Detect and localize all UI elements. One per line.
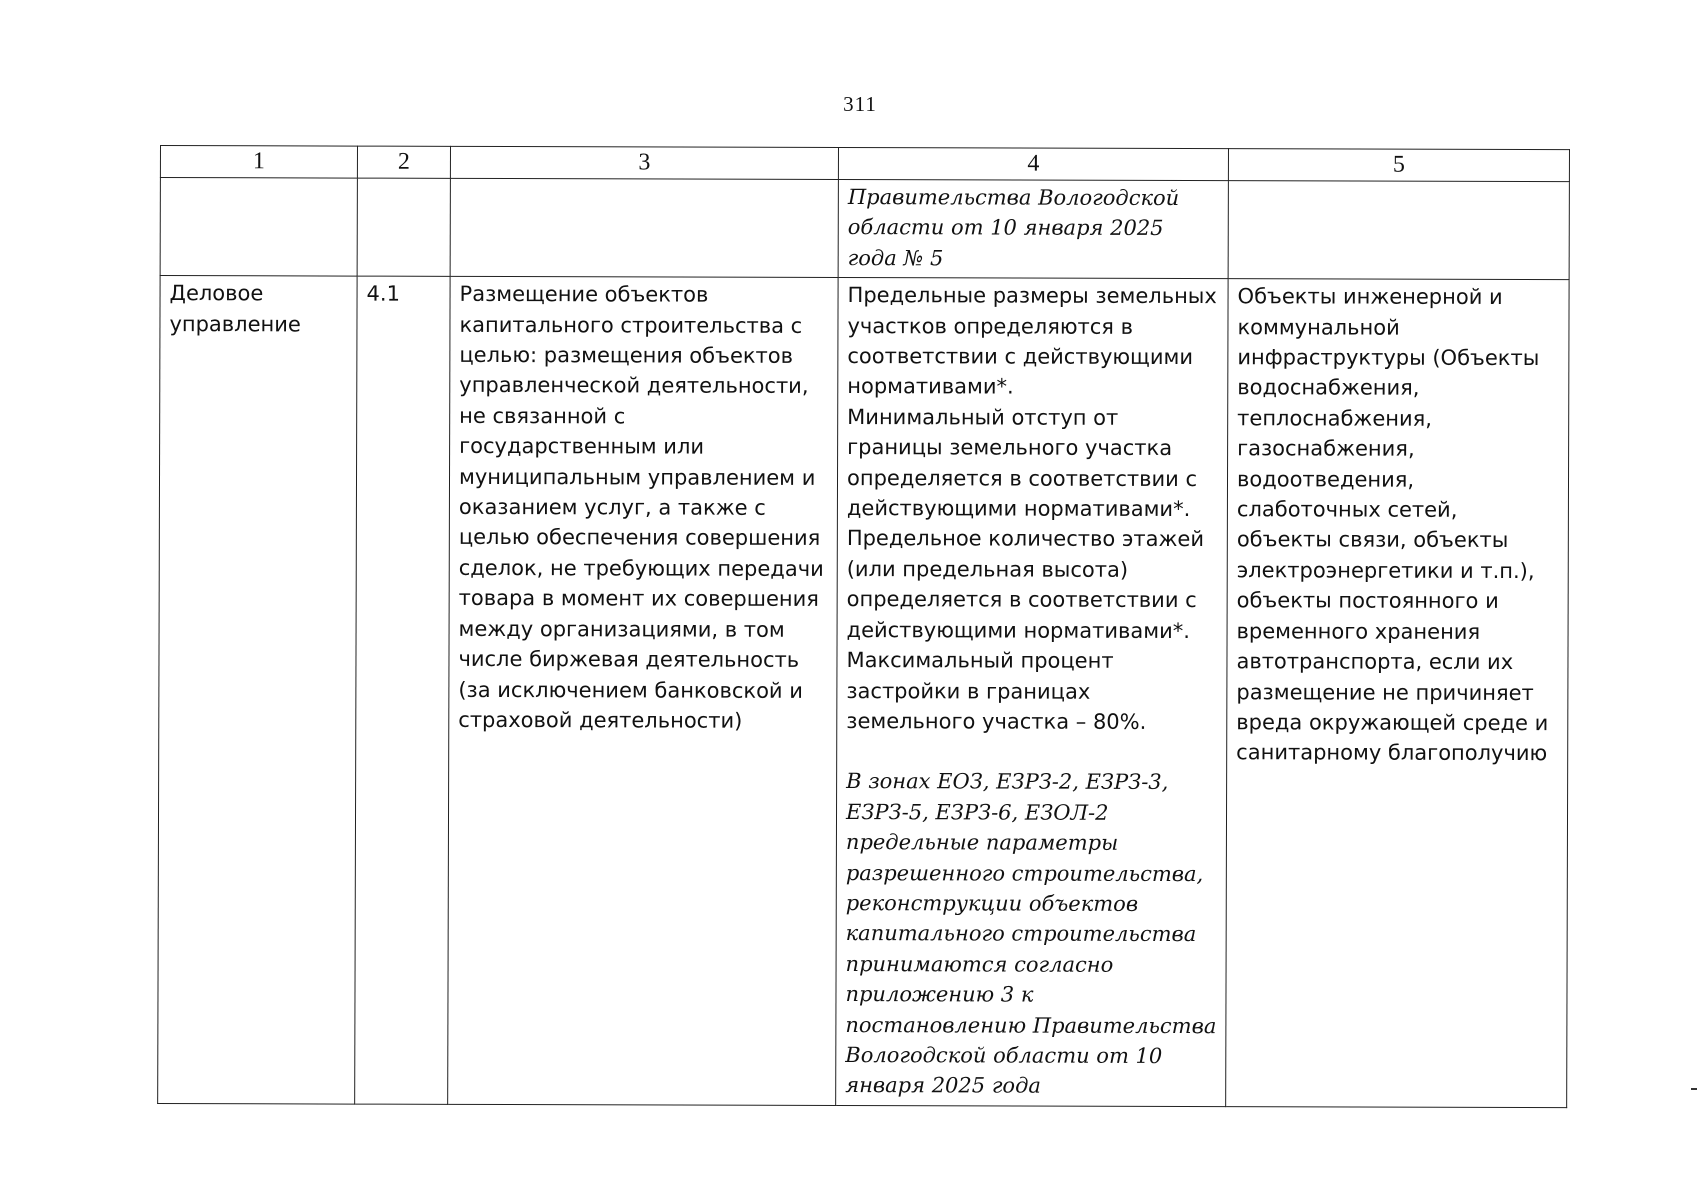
parameter-plot-size: Предельные размеры земельных участков определяются в соответствии с действующими нормативами*. (847, 283, 1217, 399)
paragraph-spacer (846, 736, 1217, 767)
auxiliary-uses: Объекты инженерной и коммунальной инфраструктуры (Объекты водоснабжения, теплоснабжения, газоснабжения, водоотведения, слаботочных сетей, объекты связи, объекты электроэнергетики и т.п.), объекты постоянного и временного хранения автотранспорта, если их размещение не причиняет вреда окружающей среде и санитарному благополучию (1236, 284, 1549, 766)
land-use-table (157, 145, 1570, 1108)
column-header-4: 4 (838, 148, 1228, 181)
edge-mark (1691, 1088, 1697, 1090)
zone-restrictions-text: В зонах ЕОЗ, ЕЗРЗ-2, ЕЗРЗ-3, ЕЗРЗ-5, ЕЗРЗ-6, ЕЗОЛ-2 предельные параметры разрешенного строительства, реконструкции объектов капитального строительства принимаются согласно приложению 3 к постановлению Правительства Вологодской области от 10 января 2025 года (845, 769, 1217, 1098)
continuation-cell-1 (160, 178, 357, 277)
continuation-row (160, 178, 1569, 280)
column-header-3: 3 (450, 146, 838, 179)
continuation-cell-2 (357, 178, 450, 276)
column-header-1: 1 (160, 146, 357, 179)
use-type-code-cell (355, 276, 450, 1104)
parameter-min-setback: Минимальный отступ от границы земельного участка определяется в соответствии с действующими нормативами*. (846, 404, 1198, 522)
use-description: Размещение объектов капитального строительства с целью: размещения объектов управленческой деятельности, не связанной с государственным или муниципальным управлением и оказанием услуг, а также с целью обеспечения совершения сделок, не требующих передачи товара в момент их совершения между организациями, в том числе биржевая деятельность (за исключением банковской и страховой деятельности) (458, 282, 824, 733)
continuation-cell-3 (450, 178, 838, 277)
auxiliary-uses-cell (1226, 279, 1569, 1108)
use-type-code: 4.1 (366, 281, 401, 306)
parameter-max-coverage: Максимальный процент застройки в границах земельного участка – 80%. (846, 648, 1147, 734)
table-row (158, 276, 1569, 1108)
page-number: 311 (843, 92, 877, 116)
parameters-cell (836, 278, 1228, 1107)
use-description-cell (448, 277, 838, 1106)
table-header-row (160, 146, 1569, 182)
use-type-name: Деловое управление (169, 281, 301, 337)
parameter-max-floors: Предельное количество этажей (или предельная высота) определяется в соответствии с действующими нормативами*. (846, 526, 1205, 643)
continuation-cell-4 (838, 180, 1228, 279)
column-header-2: 2 (357, 146, 450, 178)
column-header-5: 5 (1228, 149, 1569, 182)
continuation-cell-5 (1228, 181, 1569, 280)
use-type-name-cell (158, 276, 357, 1104)
resolution-reference-text: Правительства Вологодской области от 10 января 2025 года № 5 (847, 185, 1180, 271)
